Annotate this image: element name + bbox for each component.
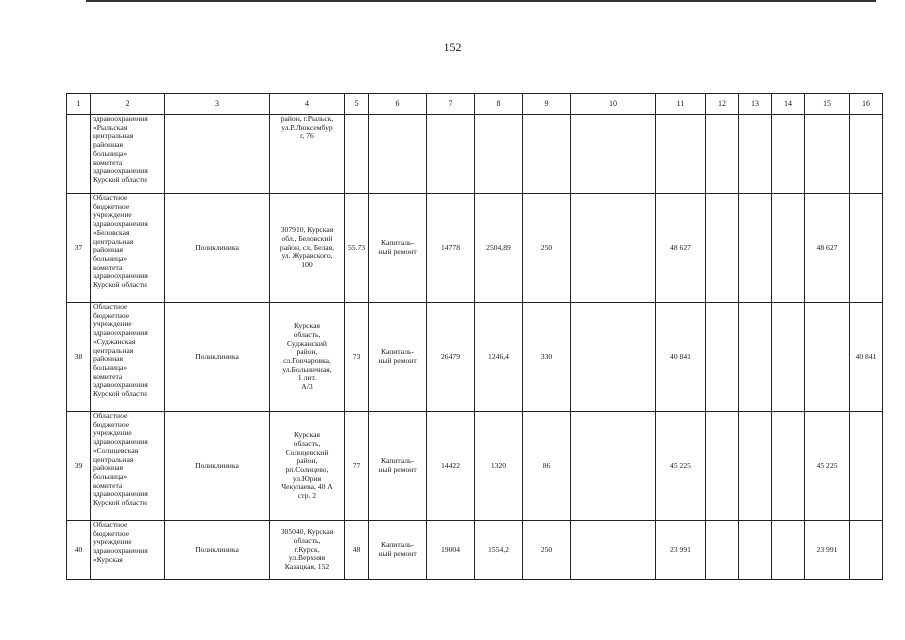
header-cell-16: 16	[850, 94, 883, 115]
value-col-13	[739, 115, 772, 194]
row-number: 37	[67, 194, 91, 303]
value-col-8	[475, 115, 523, 194]
header-cell-9: 9	[523, 94, 571, 115]
value-col-5: 73	[345, 303, 369, 412]
value-col-10	[571, 194, 656, 303]
value-col-15	[805, 115, 850, 194]
header-cell-11: 11	[656, 94, 706, 115]
row-number: 39	[67, 412, 91, 521]
value-col-5: 55.73	[345, 194, 369, 303]
value-col-7: 26479	[427, 303, 475, 412]
work-type: Капиталь- ный ремонт	[369, 412, 427, 521]
table-row	[67, 115, 883, 194]
work-type	[369, 115, 427, 194]
header-row	[67, 94, 883, 115]
header-cell-8: 8	[475, 94, 523, 115]
table-row	[67, 521, 883, 580]
object-type: Поликлиника	[165, 194, 270, 303]
organization-name: здравоохранения «Рыльская центральная районная больница» комитета здравоохранения Курской области	[91, 115, 165, 194]
header-cell-7: 7	[427, 94, 475, 115]
value-col-5: 77	[345, 412, 369, 521]
object-type: Поликлиника	[165, 303, 270, 412]
header-cell-6: 6	[369, 94, 427, 115]
value-col-7	[427, 115, 475, 194]
value-col-16: 40 841	[850, 303, 883, 412]
value-col-7: 14422	[427, 412, 475, 521]
value-col-8: 1246,4	[475, 303, 523, 412]
value-col-13	[739, 303, 772, 412]
object-type: Поликлиника	[165, 412, 270, 521]
value-col-15: 45 225	[805, 412, 850, 521]
value-col-10	[571, 303, 656, 412]
value-col-16	[850, 412, 883, 521]
work-type: Капиталь- ный ремонт	[369, 521, 427, 580]
value-col-14	[772, 521, 805, 580]
organization-name: Областное бюджетное учреждение здравоохранения «Суджанская центральная районная больница» комитета здравоохранения Курской области	[91, 303, 165, 412]
row-number: 40	[67, 521, 91, 580]
facilities-table	[66, 93, 883, 580]
value-col-13	[739, 521, 772, 580]
value-col-10	[571, 521, 656, 580]
row-number: 38	[67, 303, 91, 412]
value-col-5: 48	[345, 521, 369, 580]
value-col-12	[706, 521, 739, 580]
value-col-12	[706, 412, 739, 521]
top-border-line	[86, 0, 876, 2]
value-col-8: 1554,2	[475, 521, 523, 580]
header-cell-5: 5	[345, 94, 369, 115]
value-col-7: 14778	[427, 194, 475, 303]
value-col-13	[739, 194, 772, 303]
value-col-16	[850, 115, 883, 194]
value-col-9: 250	[523, 194, 571, 303]
address: Курская область, Суджанский район, сл.Гончаровка, ул.Больничная, 1 лит. А/3	[270, 303, 345, 412]
value-col-11: 23 991	[656, 521, 706, 580]
address: Курская область, Солнцевский район, рп.Солнцево, ул.Юрия Чекулаева, 40 А стр. 2	[270, 412, 345, 521]
row-number	[67, 115, 91, 194]
header-cell-3: 3	[165, 94, 270, 115]
address: район, г.Рыльск, ул.Р.Люксембур г, 76	[270, 115, 345, 194]
value-col-9: 330	[523, 303, 571, 412]
page-number: 152	[443, 40, 462, 54]
header-cell-13: 13	[739, 94, 772, 115]
header-cell-4: 4	[270, 94, 345, 115]
value-col-15	[805, 303, 850, 412]
value-col-8: 1320	[475, 412, 523, 521]
value-col-11: 48 627	[656, 194, 706, 303]
header-cell-14: 14	[772, 94, 805, 115]
organization-name: Областное бюджетное учреждение здравоохранения «Беловская центральная районная больница» комитета здравоохранения Курской области	[91, 194, 165, 303]
value-col-7: 19004	[427, 521, 475, 580]
value-col-15: 23 991	[805, 521, 850, 580]
value-col-14	[772, 194, 805, 303]
value-col-15: 48 627	[805, 194, 850, 303]
value-col-9: 86	[523, 412, 571, 521]
value-col-14	[772, 303, 805, 412]
header-cell-12: 12	[706, 94, 739, 115]
table-row	[67, 303, 883, 412]
organization-name: Областное бюджетное учреждение здравоохранения «Солнцевская центральная районная больница» комитета здравоохранения Курской области	[91, 412, 165, 521]
header-cell-1: 1	[67, 94, 91, 115]
value-col-12	[706, 303, 739, 412]
value-col-12	[706, 194, 739, 303]
header-cell-2: 2	[91, 94, 165, 115]
value-col-5	[345, 115, 369, 194]
work-type: Капиталь- ный ремонт	[369, 194, 427, 303]
header-cell-15: 15	[805, 94, 850, 115]
value-col-9	[523, 115, 571, 194]
value-col-11	[656, 115, 706, 194]
header-cell-10: 10	[571, 94, 656, 115]
table-row	[67, 194, 883, 303]
organization-name: Областное бюджетное учреждение здравоохранения «Курская	[91, 521, 165, 580]
value-col-16	[850, 521, 883, 580]
value-col-11: 45 225	[656, 412, 706, 521]
value-col-9: 250	[523, 521, 571, 580]
work-type: Капиталь- ный ремонт	[369, 303, 427, 412]
value-col-12	[706, 115, 739, 194]
object-type	[165, 115, 270, 194]
table-row	[67, 412, 883, 521]
value-col-10	[571, 412, 656, 521]
value-col-8: 2504,89	[475, 194, 523, 303]
value-col-14	[772, 115, 805, 194]
table-body	[67, 94, 883, 580]
address: 305040, Курская область, г.Курск, ул.Верхняя Казацкая, 152	[270, 521, 345, 580]
object-type: Поликлиника	[165, 521, 270, 580]
value-col-16	[850, 194, 883, 303]
value-col-14	[772, 412, 805, 521]
value-col-11: 40 841	[656, 303, 706, 412]
value-col-10	[571, 115, 656, 194]
value-col-13	[739, 412, 772, 521]
address: 307910, Курская обл., Беловский район, сл, Белая, ул. Журавского, 100	[270, 194, 345, 303]
